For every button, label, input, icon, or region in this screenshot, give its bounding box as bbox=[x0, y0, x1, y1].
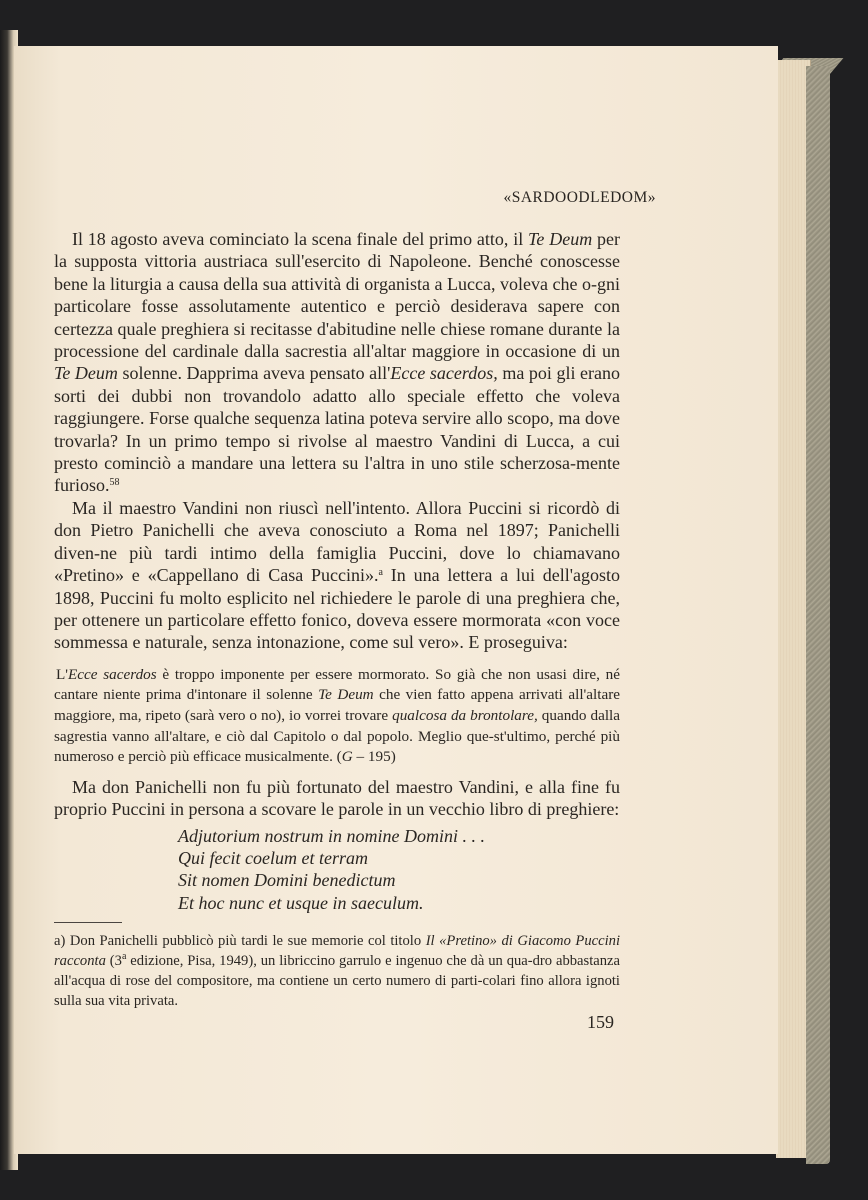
page-number: 159 bbox=[587, 1012, 614, 1032]
verse-line: Sit nomen Domini benedictum bbox=[178, 870, 396, 891]
verse-line: Adjutorium nostrum in nomine Domini . . . bbox=[178, 825, 486, 846]
quote-text bbox=[54, 665, 620, 768]
latin-verse bbox=[178, 825, 620, 915]
verse-line: Et hoc nunc et usque in saeculum. bbox=[178, 892, 424, 913]
endnote-ref: 58 bbox=[109, 477, 120, 489]
text-span: quando dalla sagrestia vanno all'altare, e ciò dal Capitolo o dal popolo. Meglio que-st'ultimo, perché più numeroso e perciò più efficace musicalmente. ( bbox=[54, 706, 620, 766]
text-span: che vien fatto appena arrivati all'altare maggiore, ma, ripeto (sarà vero o no), io vorrei trovare bbox=[54, 686, 620, 724]
italic-title: Ecce sacerdos, bbox=[390, 363, 498, 384]
text-span: L' bbox=[56, 665, 69, 683]
book-cover-edge bbox=[806, 66, 830, 1164]
italic-title: Te Deum bbox=[318, 686, 374, 704]
text-span: è troppo imponente per essere mormorato. So già che non usasi dire, né cantare niente prima d'intonare il solenne bbox=[54, 665, 620, 704]
running-head: «SARDOODLEDOM» bbox=[503, 189, 656, 206]
text-span: per la supposta vittoria austriaca sull'esercito di Napoleone. Benché conoscesse bene la liturgia a causa della sua attività di organista a Lucca, voleva che o-gni particolare fosse assolutamente autentico e perciò desiderava sapere con certezza quale preghiera si recitasse d'abitudine nelle chiese romane durante la processione del cardinale dalla sacrestia all'altar maggiore in occasione di un bbox=[54, 229, 620, 362]
text-span: a) Don Panichelli pubblicò più tardi le sue memorie col titolo bbox=[54, 933, 426, 950]
block-quote bbox=[54, 665, 620, 768]
footnote-ref: a bbox=[378, 567, 383, 579]
text-span: (3 bbox=[105, 953, 122, 970]
paragraph-2 bbox=[54, 497, 620, 654]
italic-title: Te Deum bbox=[528, 229, 593, 249]
text-span: – 195) bbox=[352, 748, 396, 766]
paragraph-3: Ma don Panichelli non fu più fortunato del maestro Vandini, e alla fine fu proprio Puccini in persona a scovare le parole in un vecchio libro di preghiere: bbox=[54, 776, 620, 820]
text-span: Il 18 agosto aveva cominciato la scena finale del primo atto, il bbox=[72, 229, 529, 249]
text-span: Ma il maestro Vandini non riuscì nell'intento. Allora Puccini si ricordò di don Pietro Panichelli che aveva conosciuto a Roma nel 1897; Panichelli diven-ne più tardi intimo della famiglia Puccini, dove lo chiamavano «Pretino» e «Cappellano di Casa Puccini». bbox=[54, 497, 620, 586]
text-span: ma poi gli erano sorti dei dubbi non trovandolo adatto allo speciale effetto che voleva raggiungere. Forse qualche sequenza latina poteva servire allo scopo, ma dove trovarla? In un primo tempo si rivolse al maestro Vandini di Lucca, a cui presto cominciò a mandare una lettera su l'altra in uno stile scherzosa-mente furioso. bbox=[54, 363, 620, 496]
italic-title: Ecce sacerdos bbox=[68, 665, 157, 683]
verse-line: Qui fecit coelum et terram bbox=[178, 847, 368, 868]
book-page bbox=[14, 46, 778, 1154]
text-span: edizione, Pisa, 1949), un libriccino garrulo e ingenuo che dà un qua-dro abbastanza all'acqua di rose del compositore, ma contiene un certo numero di parti-colari fino allora ignoti sulla sua vita privata. bbox=[54, 953, 620, 1010]
superscript: a bbox=[121, 951, 127, 963]
footnote bbox=[54, 931, 620, 1011]
source-letter: G bbox=[341, 748, 353, 766]
footnote-rule bbox=[54, 922, 122, 923]
italic-phrase: qualcosa da brontolare, bbox=[392, 706, 538, 724]
italic-title: Il «Pretino» di Giacomo Puccini racconta bbox=[54, 933, 620, 970]
text-span: solenne. Dapprima aveva pensato all' bbox=[117, 363, 391, 384]
text-span: In una lettera a lui dell'agosto 1898, Puccini fu molto esplicito nel richiedere le parole di una preghiera che, per ottenere un particolare effetto fonico, doveva essere mormorata «con voce sommessa e naturale, senza intonazione, come sul vero». E proseguiva: bbox=[54, 565, 620, 653]
footnote-text bbox=[54, 931, 620, 1011]
main-text bbox=[54, 228, 620, 1011]
paragraph-1 bbox=[54, 228, 620, 497]
italic-title: Te Deum bbox=[54, 363, 118, 384]
